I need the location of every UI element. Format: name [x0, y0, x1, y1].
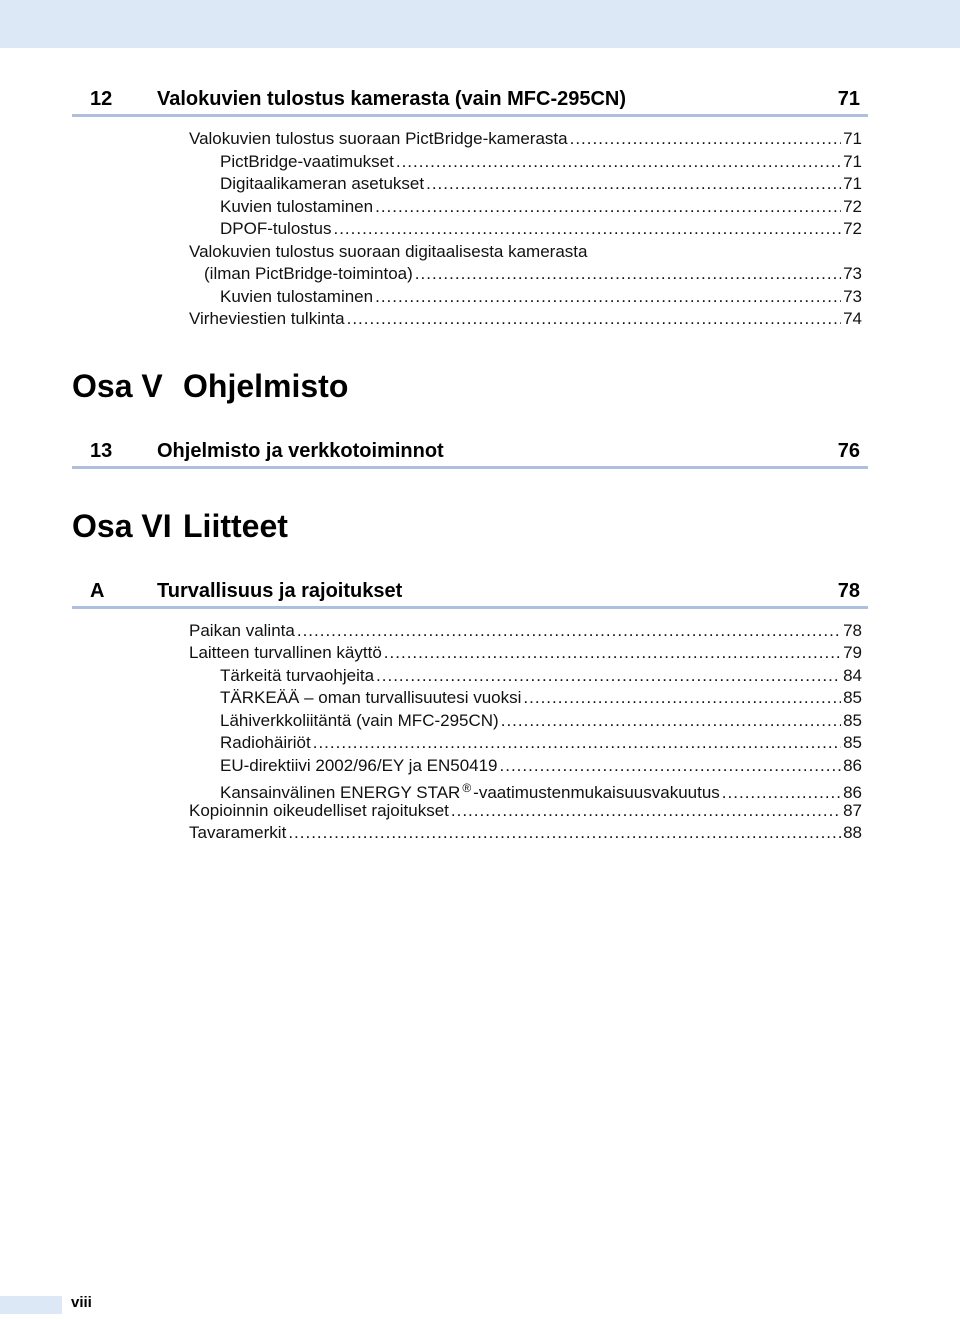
toc-entry-label: TÄRKEÄÄ – oman turvallisuutesi vuoksi: [220, 688, 522, 707]
toc-entry-page: 88: [843, 823, 862, 842]
toc-entry-label: DPOF-tulostus: [220, 219, 332, 238]
toc-entry-label: Kuvien tulostaminen: [220, 197, 374, 216]
toc-entry[interactable]: [220, 687, 862, 709]
toc-entry[interactable]: [189, 642, 862, 664]
toc-entry-page: 71: [843, 174, 862, 193]
toc-entry-page: 85: [843, 711, 862, 730]
toc-entry-page: 71: [843, 152, 862, 171]
toc-entry-page: 73: [843, 287, 862, 306]
toc-entry[interactable]: [189, 620, 862, 642]
chapter-number: A: [90, 580, 105, 602]
chapter-heading-13[interactable]: [72, 438, 868, 469]
toc-entry-page: 85: [843, 733, 862, 752]
toc-entry-page: 86: [843, 756, 862, 775]
chapter-number: 12: [90, 88, 113, 110]
footer-band: [0, 1296, 62, 1314]
dot-leader: [375, 196, 841, 218]
toc-entry-page: 86: [843, 783, 862, 802]
dot-leader: [333, 218, 841, 240]
chapter-page: 78: [837, 580, 860, 602]
toc-entry-label: EU-direktiivi 2002/96/EY ja EN50419: [220, 756, 498, 775]
toc-entry[interactable]: [220, 173, 862, 195]
toc-entry[interactable]: [220, 755, 862, 777]
toc-entry-label: Tavaramerkit: [189, 823, 287, 842]
toc-entry[interactable]: [220, 777, 862, 802]
toc-entry[interactable]: [220, 196, 862, 218]
toc-entry-page: 73: [843, 264, 862, 283]
toc-entry-label: Paikan valinta: [189, 621, 295, 640]
toc-entry-page: 84: [843, 666, 862, 685]
toc-entry[interactable]: [220, 732, 862, 754]
appendix-heading-a[interactable]: [72, 578, 868, 609]
part-number: Osa V: [72, 368, 163, 404]
registered-mark: ®: [462, 781, 472, 795]
chapter-title: Valokuvien tulostus kamerasta (vain MFC-295CN): [157, 88, 627, 110]
dot-leader: [500, 755, 842, 777]
dot-leader: [288, 822, 841, 844]
toc-entry-label-part: Kansainvälinen ENERGY STAR: [220, 783, 461, 802]
toc-entry-page: 72: [843, 197, 862, 216]
chapter-page: 76: [837, 440, 860, 462]
toc-entry[interactable]: [189, 128, 862, 150]
part-title: Liitteet: [183, 508, 288, 544]
chapter-number: 13: [90, 440, 113, 462]
dot-leader: [384, 642, 841, 664]
dot-leader: [376, 665, 841, 687]
toc-entry[interactable]: [204, 263, 862, 285]
toc-entry-label: Kopioinnin oikeudelliset rajoitukset: [189, 801, 449, 820]
toc-entry[interactable]: [220, 218, 862, 240]
toc-entry[interactable]: [220, 665, 862, 687]
toc-entry-label: Radiohäiriöt: [220, 733, 311, 752]
toc-entry-label: Kuvien tulostaminen: [220, 287, 374, 306]
toc-entry-label: Virheviestien tulkinta: [189, 309, 345, 328]
toc-entry-label: Lähiverkkoliitäntä (vain MFC-295CN): [220, 711, 499, 730]
dot-leader: [313, 732, 841, 754]
toc-entry-label[interactable]: Valokuvien tulostus suoraan digitaalisesta kamerasta: [189, 242, 588, 261]
toc-entry[interactable]: [220, 286, 862, 308]
dot-leader: [426, 173, 841, 195]
toc-entry-label: PictBridge-vaatimukset: [220, 152, 394, 171]
toc-entry[interactable]: [189, 800, 862, 822]
toc-entry-label: Digitaalikameran asetukset: [220, 174, 425, 193]
chapter-title: Turvallisuus ja rajoitukset: [157, 580, 403, 602]
part-number: Osa VI: [72, 508, 172, 544]
toc-entry[interactable]: [220, 151, 862, 173]
toc-entry-label: Tärkeitä turvaohjeita: [220, 666, 375, 685]
dot-leader: [501, 710, 841, 732]
dot-leader: [570, 128, 841, 150]
toc-entry-label: Laitteen turvallinen käyttö: [189, 643, 382, 662]
dot-leader: [396, 151, 841, 173]
part-title: Ohjelmisto: [183, 368, 349, 404]
dot-leader: [523, 687, 841, 709]
toc-entry-page: 78: [843, 621, 862, 640]
toc-entry-label: (ilman PictBridge-toimintoa): [204, 264, 413, 283]
toc-entry-page: 79: [843, 643, 862, 662]
toc-entry-page: 71: [843, 129, 862, 148]
chapter-page: 71: [837, 88, 860, 110]
page-number: viii: [71, 1294, 92, 1311]
dot-leader: [375, 286, 841, 308]
toc-entry-label-part: -vaatimustenmukaisuusvakuutus: [473, 783, 720, 802]
dot-leader: [297, 620, 841, 642]
toc-entry-page: 87: [843, 801, 862, 820]
toc-entry[interactable]: [189, 308, 862, 330]
chapter-title: Ohjelmisto ja verkkotoiminnot: [157, 440, 444, 462]
toc-entry-page: 72: [843, 219, 862, 238]
toc-entry-page: 74: [843, 309, 862, 328]
chapter-heading-12[interactable]: [72, 86, 868, 117]
toc-entry[interactable]: [220, 710, 862, 732]
toc-entry-page: 85: [843, 688, 862, 707]
dot-leader: [347, 308, 841, 330]
header-band: [0, 0, 960, 48]
dot-leader: [415, 263, 841, 285]
toc-entry[interactable]: [189, 822, 862, 844]
toc-entry-label: Valokuvien tulostus suoraan PictBridge-kamerasta: [189, 129, 568, 148]
dot-leader: [451, 800, 841, 822]
